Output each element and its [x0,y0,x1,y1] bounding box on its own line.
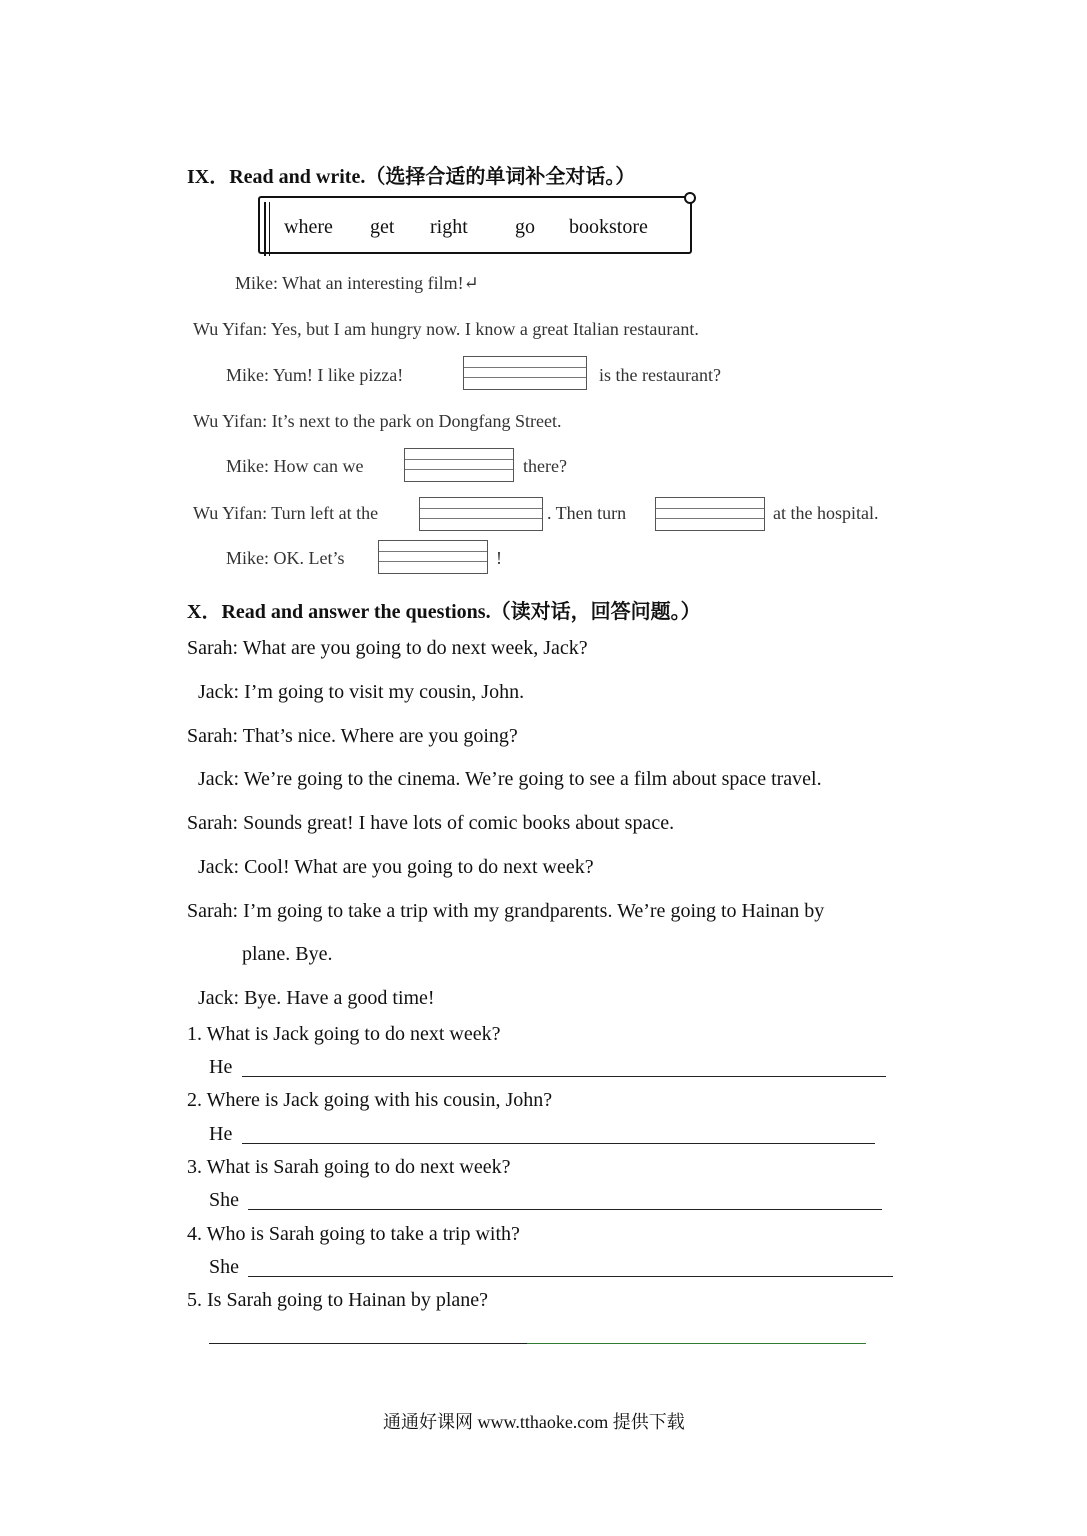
answer-line-5-green [527,1343,866,1344]
dialogue-line: Wu Yifan: Yes, but I am hungry now. I know a great Italian restaurant. [193,319,699,339]
dialogue-line: Sarah: Sounds great! I have lots of comic books about space. [187,812,675,834]
answer-prefix: She [209,1189,239,1211]
dialogue-line: Mike: OK. Let’s [226,548,345,568]
fill-blank-5[interactable] [378,540,488,574]
section-10-heading: X．Read and answer the questions.（读对话，回答问题。） [187,601,701,623]
dialogue-line: Jack: We’re going to the cinema. We’re going to see a film about space travel. [198,768,822,790]
dialogue-line: Sarah: What are you going to do next week, Jack? [187,637,588,659]
dialogue-line: Wu Yifan: Turn left at the [193,503,379,523]
question-2: 2. Where is Jack going with his cousin, John? [187,1089,553,1111]
dialogue-line: at the hospital. [773,503,879,523]
fill-blank-3[interactable] [419,497,543,531]
answer-line-5[interactable] [209,1343,527,1344]
question-3: 3. What is Sarah going to do next week? [187,1156,511,1178]
fill-blank-4[interactable] [655,497,765,531]
answer-prefix: He [209,1123,233,1145]
word-bank-item: get [370,216,395,238]
dialogue-line: Wu Yifan: It’s next to the park on Dongfang Street. [193,411,562,431]
dialogue-line: plane. Bye. [242,943,333,965]
fill-blank-2[interactable] [404,448,514,482]
dialogue-line: Mike: How can we [226,456,364,476]
word-bank-item: go [515,216,535,238]
answer-prefix: He [209,1056,233,1078]
answer-prefix: She [209,1256,239,1278]
dialogue-line: Jack: I’m going to visit my cousin, John. [198,681,525,703]
dialogue-line: . Then turn [547,503,627,523]
dialogue-line: Jack: Cool! What are you going to do next week? [198,856,594,878]
dialogue-line: is the restaurant? [599,365,721,385]
dialogue-line: Mike: Yum! I like pizza! [226,365,404,385]
question-5: 5. Is Sarah going to Hainan by plane? [187,1289,489,1311]
question-4: 4. Who is Sarah going to take a trip with? [187,1223,520,1245]
word-bank-item: right [430,216,468,238]
answer-line-3[interactable] [248,1209,882,1210]
answer-line-4[interactable] [248,1276,893,1277]
word-bank-item: where [284,216,333,238]
section-9-heading: IX．Read and write.（选择合适的单词补全对话。） [187,166,636,188]
dialogue-line: there? [523,456,567,476]
dialogue-line: ! [496,548,502,568]
question-1: 1. What is Jack going to do next week? [187,1023,501,1045]
dialogue-line: Jack: Bye. Have a good time! [198,987,435,1009]
word-bank-box [258,196,692,254]
word-bank-item: bookstore [569,216,648,238]
dialogue-line: Sarah: I’m going to take a trip with my grandparents. We’re going to Hainan by [187,900,825,922]
dialogue-line: Mike: What an interesting film!↵ [235,273,479,293]
answer-line-2[interactable] [242,1143,875,1144]
fill-blank-1[interactable] [463,356,587,390]
dialogue-line: Sarah: That’s nice. Where are you going? [187,725,518,747]
answer-line-1[interactable] [242,1076,886,1077]
footer-text: 通通好课网 www.tthaoke.com 提供下载 [383,1412,685,1432]
